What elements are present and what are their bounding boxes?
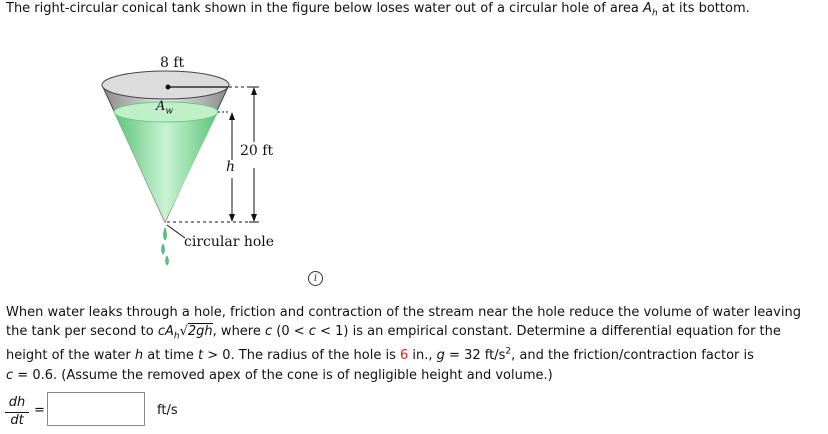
hole-radius-value: 6 — [399, 348, 409, 363]
problem-paragraph-line-1: When water leaks through a hole, friction and contraction of the stream near the hole reduce the volume of water leaving — [6, 305, 801, 320]
circular-hole-label: circular hole — [184, 234, 275, 250]
fraction-denominator: dt — [10, 413, 24, 428]
top-diameter-label: 8 ft — [160, 55, 185, 71]
water-body — [114, 112, 218, 222]
info-icon[interactable]: i — [308, 271, 323, 286]
answer-input[interactable] — [47, 392, 145, 426]
hole-pointer — [167, 225, 185, 238]
water-drops — [162, 228, 169, 265]
problem-intro: The right-circular conical tank shown in the figure below loses water out of a circular hole of area $A_h$ at its bottom. — [6, 1, 750, 19]
problem-paragraph-line-3: height of the water h at time t > 0. The radius of the hole is 6 in., g = 32 $ft/s^2$, and the friction/contraction factor is — [6, 346, 754, 363]
sqrt-symbol: √ — [179, 324, 188, 339]
fraction-numerator: dh — [5, 395, 29, 413]
height-20ft-label: 20 ft — [240, 143, 274, 159]
water-height-label: h — [226, 159, 236, 175]
cone-top-rim — [102, 71, 229, 99]
problem-paragraph-line-4: c = 0.6. (Assume the removed apex of the cone is of negligible height and volume.) — [6, 368, 553, 383]
units-label: ft/s — [157, 403, 178, 418]
equals-sign: = — [34, 403, 45, 418]
conical-tank-figure — [90, 50, 290, 270]
sqrt-radicand: 2gh — [187, 324, 213, 339]
dh-dt-fraction — [5, 395, 29, 429]
problem-paragraph-line-2: the tank per second to $cA_h√2gh$, where c (0 < c < 1) is an empirical constant. Determine a differential equation for the — [6, 324, 781, 342]
water-area-label: $A_w$ — [156, 99, 174, 117]
